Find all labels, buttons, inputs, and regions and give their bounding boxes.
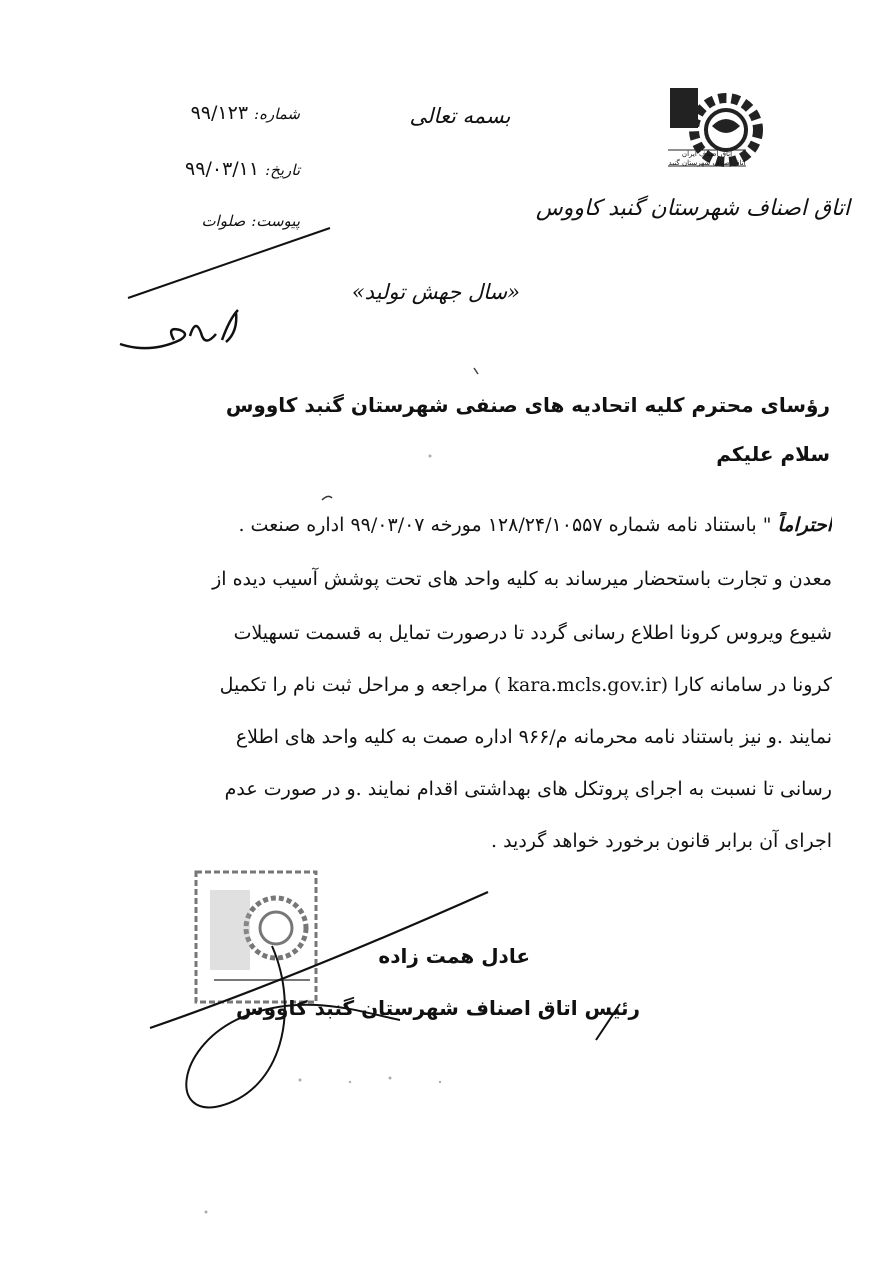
attachment-field	[180, 212, 300, 230]
body-line: نمایند .و نیز باستناد نامه محرمانه م/۹۶۶ اداره صمت به کلیه واحد های اطلاع	[235, 726, 832, 748]
signer-title: رئیس اتاق اصناف شهرستان گنبد کاووس	[236, 996, 640, 1020]
logo-caption-line2: اتاق اصناف شهرستان گنبد	[668, 159, 746, 167]
logo-caption	[666, 150, 748, 168]
letter-date-label: تاریخ:	[265, 161, 300, 179]
letter-number-value: ۹۹/۱۲۳	[190, 102, 249, 124]
body-line: معدن و تجارت باستحضار میرساند به کلیه واحد های تحت پوشش آسیب دیده از	[212, 568, 832, 590]
organization-name: اتاق اصناف شهرستان گنبد کاووس	[535, 196, 850, 221]
body-lead-word: احتراماً	[777, 514, 832, 536]
addressee: رؤسای محترم کلیه اتحادیه های صنفی شهرستان گنبد کاووس	[225, 393, 830, 417]
greeting: سلام علیکم	[716, 442, 830, 466]
body-line	[80, 512, 832, 538]
official-stamp-icon	[196, 872, 316, 1002]
letter-date-value: ۹۹/۰۳/۱۱	[185, 158, 260, 180]
letter-number-label: شماره:	[254, 105, 300, 123]
body-line-text: " باستناد نامه شماره ۱۲۸/۲۴/۱۰۵۵۷ مورخه ۹۹/۰۳/۰۷ اداره صنعت .	[238, 514, 772, 536]
signer-name: عادل همت زاده	[378, 944, 530, 968]
pen-stroke	[128, 228, 330, 298]
bismillah-heading: بسمه تعالی	[409, 104, 511, 128]
body-line: کرونا در سامانه کارا (kara.mcls.gov.ir ) مراجعه و مراحل ثبت نام را تکمیل	[219, 674, 832, 696]
body-line: رسانی تا نسبت به اجرای پروتکل های بهداشتی اقدام نمایند .و در صورت عدم	[224, 778, 832, 800]
letter-number-field	[160, 102, 300, 124]
year-slogan: «سال جهش تولید»	[351, 280, 520, 304]
body-line: اجرای آن برابر قانون برخورد خواهد گردید .	[490, 830, 832, 852]
attachment-label: پیوست:	[251, 212, 300, 230]
logo-caption-line1: اتاق اصناف ایران	[681, 150, 733, 158]
body-line: شیوع ویروس کرونا اطلاع رسانی گردد تا درصورت تمایل به قسمت تسهیلات	[233, 622, 832, 644]
letter-date-field	[160, 158, 300, 180]
attachment-value: صلوات	[201, 212, 246, 230]
handwritten-note-icon	[120, 310, 238, 348]
